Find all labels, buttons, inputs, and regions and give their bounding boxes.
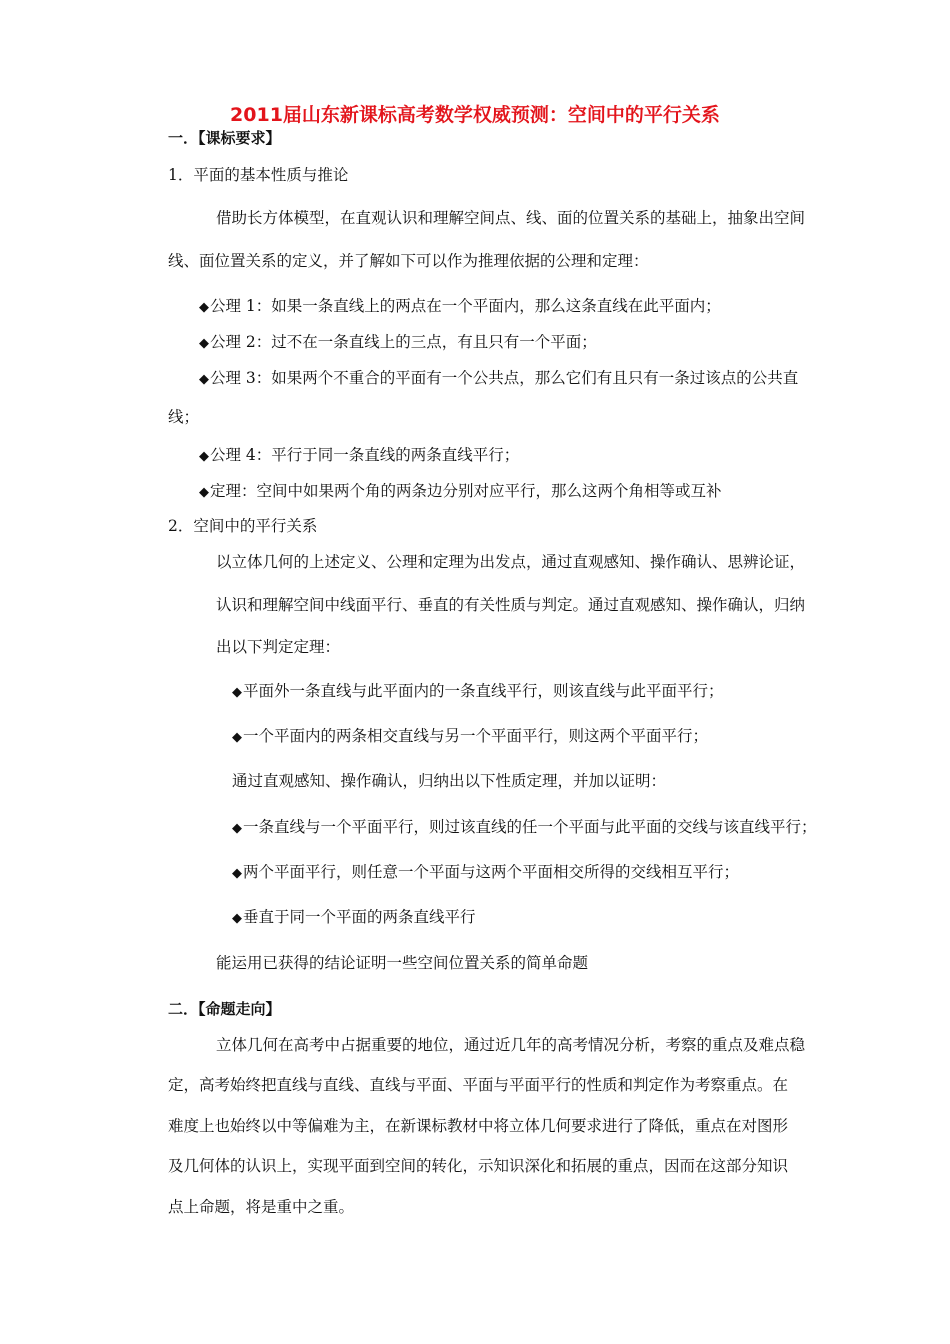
judgment-theorem-bullet: ◆一个平面内的两条相交直线与另一个平面平行，则这两个平面平行； [232,727,709,745]
property-intro: 通过直观感知、操作确认，归纳出以下性质定理，并加以证明： [232,772,667,790]
diamond-bullet-icon: ◆ [199,449,209,464]
paragraph-line: 难度上也始终以中等偏难为主，在新课标教材中将立体几何要求进行了降低，重点在对图形 [168,1117,789,1135]
section-heading-requirements: 一．【课标要求】 [168,129,281,147]
subsection-heading-plane-properties: 1．平面的基本性质与推论 [168,166,349,184]
axiom-bullet: ◆公理 1：如果一条直线上的两点在一个平面内，那么这条直线在此平面内； [199,297,721,315]
document-title: 2011届山东新课标高考数学权威预测：空间中的平行关系 [230,104,720,126]
paragraph-line: 线、面位置关系的定义，并了解如下可以作为推理依据的公理和定理： [168,252,649,270]
theorem-bullet: ◆定理：空间中如果两个角的两条边分别对应平行，那么这两个角相等或互补 [199,482,722,500]
section-heading-trends: 二．【命题走向】 [168,1000,281,1018]
axiom-bullet: ◆公理 2：过不在一条直线上的三点，有且只有一个平面； [199,333,597,351]
paragraph-line: 以立体几何的上述定义、公理和定理为出发点，通过直观感知、操作确认、思辨论证， [216,553,806,571]
property-theorem-bullet: ◆一条直线与一个平面平行，则过该直线的任一个平面与此平面的交线与该直线平行； [232,818,817,836]
diamond-bullet-icon: ◆ [199,300,209,315]
property-theorem-bullet: ◆两个平面平行，则任意一个平面与这两个平面相交所得的交线相互平行； [232,863,740,881]
diamond-bullet-icon: ◆ [232,911,242,926]
paragraph-line: 出以下判定定理： [216,638,341,656]
subsection-heading-parallel-relations: 2．空间中的平行关系 [168,517,318,535]
property-theorem-bullet: ◆垂直于同一个平面的两条直线平行 [232,908,476,926]
diamond-bullet-icon: ◆ [199,485,209,500]
paragraph-line: 借助长方体模型，在直观认识和理解空间点、线、面的位置关系的基础上，抽象出空间 [216,209,806,227]
paragraph-line: 及几何体的认识上，实现平面到空间的转化，示知识深化和拓展的重点，因而在这部分知识 [168,1157,789,1175]
closing-line: 能运用已获得的结论证明一些空间位置关系的简单命题 [216,954,589,972]
paragraph-line: 立体几何在高考中占据重要的地位，通过近几年的高考情况分析，考察的重点及难点稳 [216,1036,806,1054]
axiom-bullet: ◆公理 3：如果两个不重合的平面有一个公共点，那么它们有且只有一条过该点的公共直 [199,369,799,387]
diamond-bullet-icon: ◆ [199,372,209,387]
paragraph-line: 认识和理解空间中线面平行、垂直的有关性质与判定。通过直观感知、操作确认，归纳 [216,596,806,614]
axiom-bullet-continuation: 线； [168,408,200,426]
diamond-bullet-icon: ◆ [232,821,242,836]
diamond-bullet-icon: ◆ [232,866,242,881]
axiom-bullet: ◆公理 4：平行于同一条直线的两条直线平行； [199,446,520,464]
diamond-bullet-icon: ◆ [232,685,242,700]
diamond-bullet-icon: ◆ [199,336,209,351]
judgment-theorem-bullet: ◆平面外一条直线与此平面内的一条直线平行，则该直线与此平面平行； [232,682,724,700]
paragraph-line: 定，高考始终把直线与直线、直线与平面、平面与平面平行的性质和判定作为考察重点。在 [168,1076,789,1094]
paragraph-line: 点上命题，将是重中之重。 [168,1198,355,1216]
diamond-bullet-icon: ◆ [232,730,242,745]
